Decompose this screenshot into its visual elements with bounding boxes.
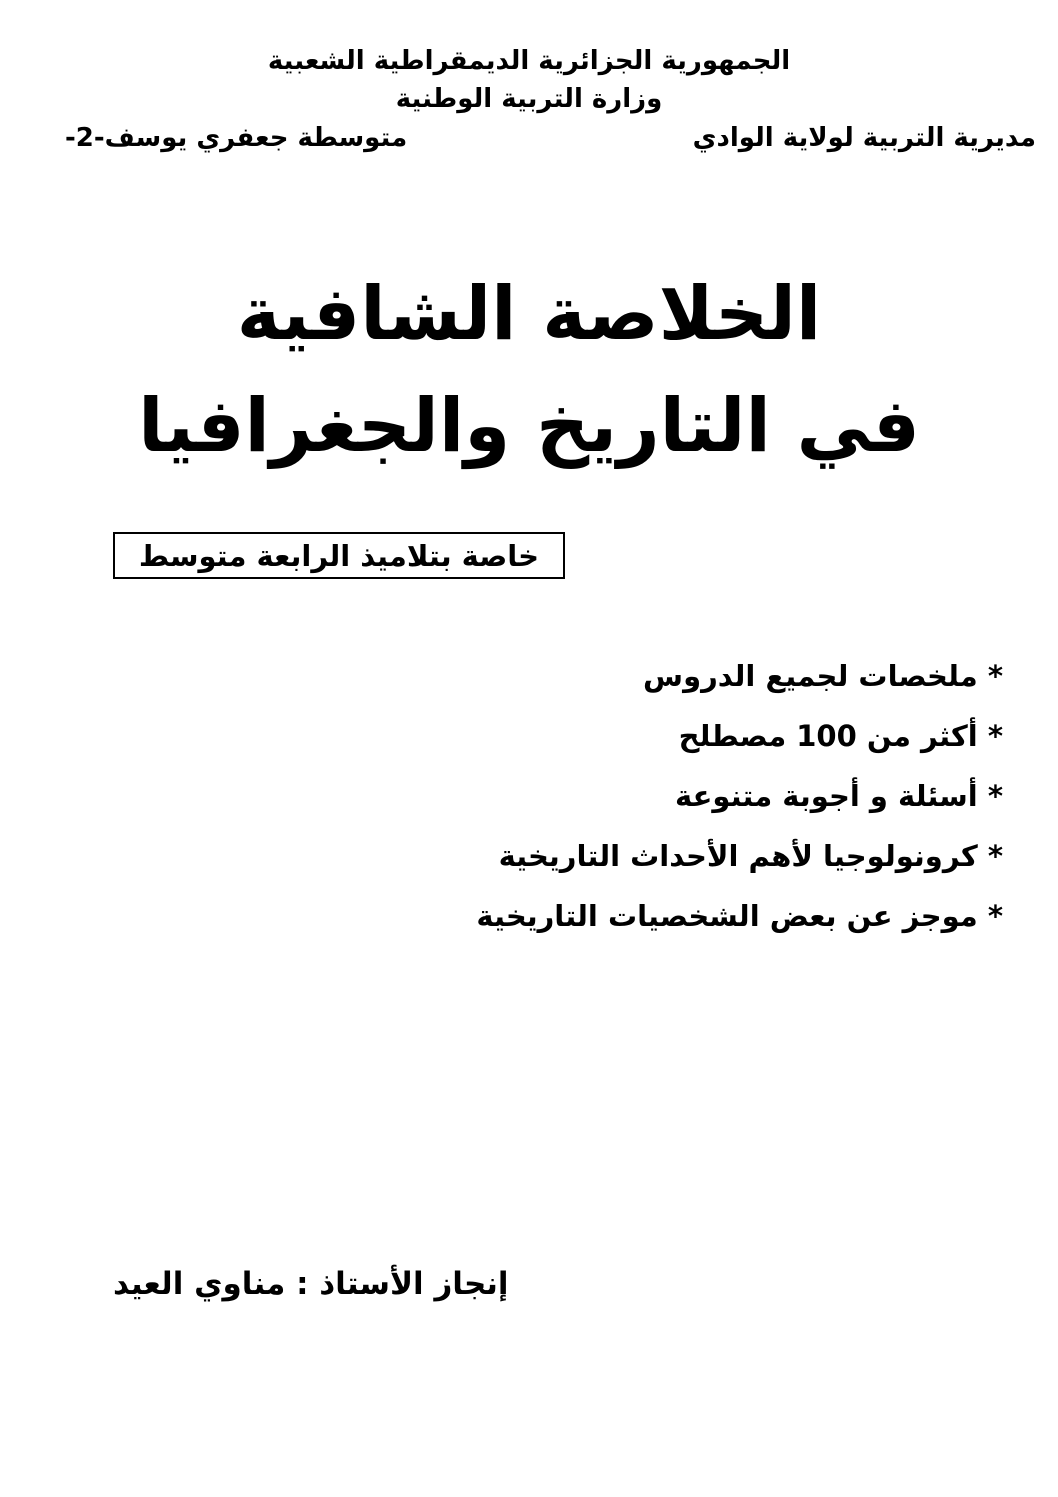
directorate-name: مديرية التربية لولاية الوادي [692, 123, 1036, 153]
ministry-title: وزارة التربية الوطنية [395, 84, 663, 114]
feature-item-figures: * موجز عن بعض الشخصيات التاريخية [476, 899, 1003, 933]
main-title-line1: الخلاصة الشافية [236, 271, 822, 357]
feature-item-chronology: * كرونولوجيا لأهم الأحداث التاريخية [498, 839, 1003, 873]
feature-item-terms: * أكثر من 100 مصطلح [678, 719, 1003, 753]
author-credit: إنجاز الأستاذ : مناوي العيد [113, 1266, 509, 1302]
school-name: متوسطة جعفري يوسف-2- [65, 123, 408, 153]
main-title-line2: في التاريخ والجغرافيا [138, 383, 920, 469]
feature-item-summaries: * ملخصات لجميع الدروس [643, 659, 1003, 693]
republic-title: الجمهورية الجزائرية الديمقراطية الشعبية [267, 46, 791, 76]
feature-item-questions: * أسئلة و أجوبة متنوعة [674, 779, 1003, 813]
features-list [476, 646, 1003, 946]
audience-label: خاصة بتلاميذ الرابعة متوسط [138, 538, 540, 573]
header-line3 [0, 119, 1058, 157]
main-title [0, 258, 1058, 482]
audience-box [113, 532, 565, 579]
document-header [0, 42, 1058, 157]
